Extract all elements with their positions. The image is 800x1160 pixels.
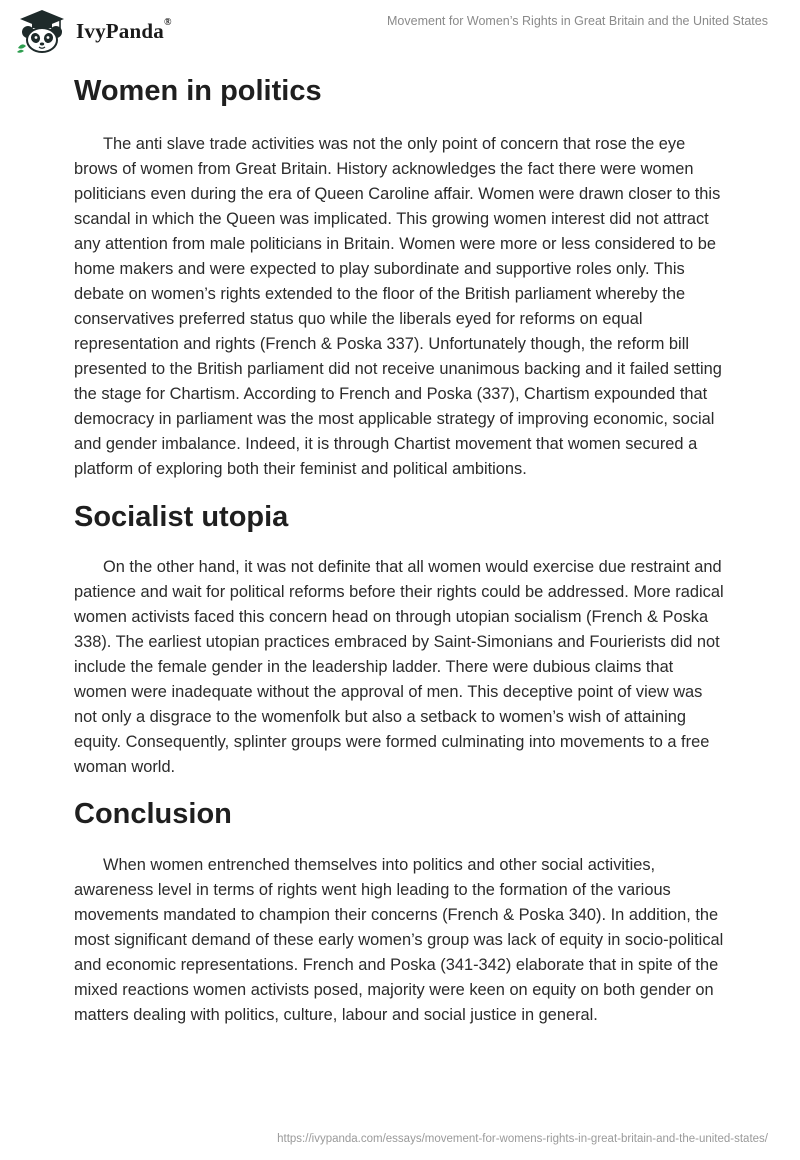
essay-body bbox=[74, 72, 724, 1028]
section-heading: Conclusion bbox=[74, 798, 232, 830]
section-socialist-utopia bbox=[74, 498, 724, 780]
section-conclusion bbox=[74, 795, 724, 1028]
brand-name: IvyPanda® bbox=[76, 16, 172, 43]
section-paragraph: On the other hand, it was not definite that all women would exercise due restraint and patience and wait for political reforms before their rights could be addressed. More radical women activists faced this concern head on through utopian socialism (French & Poska 338). The earliest utopian practices embraced by Saint-Simonians and Fourierists did not include the female gender in the leadership ladder. There were dubious claims that women were inadequate without the approval of men. This deceptive point of view was not only a disgrace to the womenfolk but also a setback to women’s wish of attaining equity. Consequently, splinter groups were formed culminating into movements to a free woman world. bbox=[74, 558, 724, 776]
brand-logo[interactable] bbox=[14, 8, 172, 54]
page-header bbox=[0, 0, 800, 60]
section-paragraph: When women entrenched themselves into politics and other social activities, awareness level in terms of rights went high leading to the formation of the various movements mandated to champion their concerns (French & Poska 340). In addition, the most significant demand of these early women’s group was lack of equity in socio-political and economic representations. French and Poska (341-342) elaborate that in spite of the mixed reactions women activists posed, majority were keen on equity on both gender on matters dealing with politics, culture, labour and social justice in general. bbox=[74, 856, 724, 1024]
section-paragraph: The anti slave trade activities was not the only point of concern that rose the eye brows of women from Great Britain. History acknowledges the fact there were women politicians even during the era of Queen Caroline affair. Women were drawn closer to this scandal in which the Queen was implicated. This growing women interest did not attract any attention from male politicians in Britain. Women were more or less considered to be home makers and were expected to play subordinate and supportive roles only. This debate on women’s rights extended to the floor of the British parliament whereby the conservatives preferred status quo while the liberals eyed for reforms on equal representation and rights (French & Poska 337). Unfortunately though, the reform bill presented to the British parliament did not receive unanimous backing and it failed setting the stage for Chartism. According to French and Poska (337), Chartism expounded that democracy in parliament was the most applicable strategy of improving economic, social and gender imbalance. Indeed, it is through Chartist movement that women secured a platform of exploring both their feminist and political ambitions. bbox=[74, 135, 722, 478]
document-title: Movement for Women’s Rights in Great Britain and the United States bbox=[387, 14, 768, 28]
section-heading: Women in politics bbox=[74, 75, 322, 107]
source-url[interactable]: https://ivypanda.com/essays/movement-for-womens-rights-in-great-britain-and-the-united-states/ bbox=[277, 1133, 768, 1145]
section-heading: Socialist utopia bbox=[74, 501, 289, 533]
panda-graduate-icon bbox=[14, 8, 70, 54]
section-women-in-politics bbox=[74, 72, 724, 482]
